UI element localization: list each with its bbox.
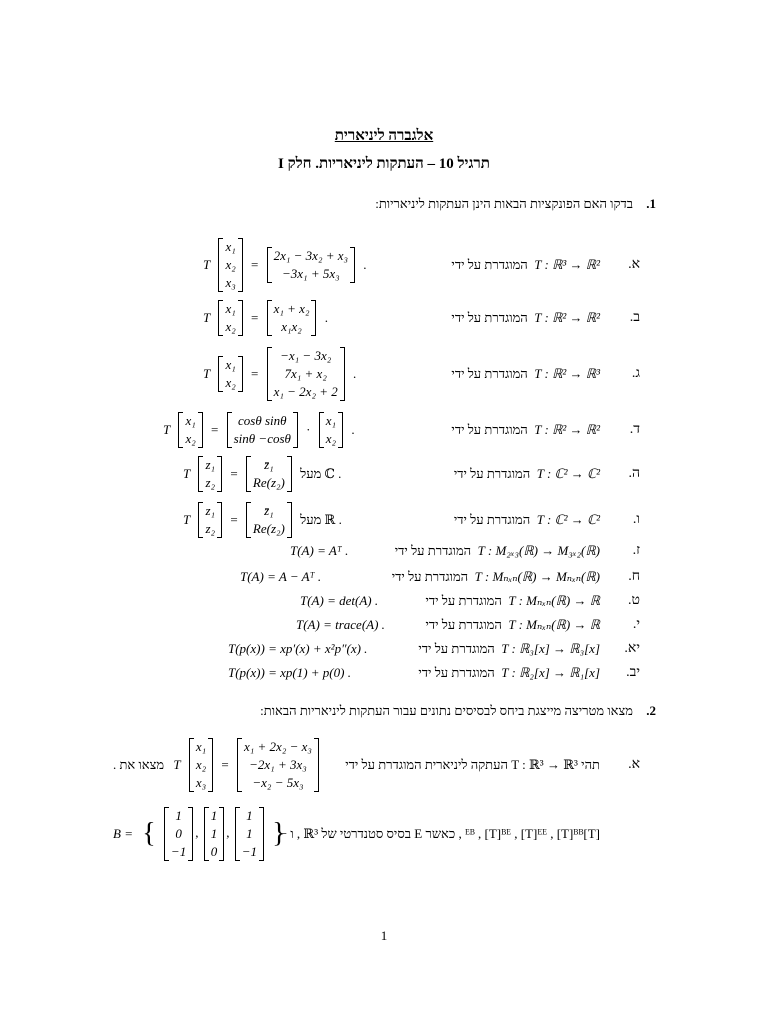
question-1-item-g bbox=[200, 540, 640, 562]
item-label: ה. bbox=[628, 466, 640, 481]
question-1-item-e bbox=[183, 454, 640, 494]
item-formula: T z₁ z₂ = z̄₁ Re(z₂) מעל ℝ . bbox=[183, 503, 342, 536]
item-label: א. bbox=[628, 257, 640, 272]
question-1-item-d bbox=[163, 410, 640, 450]
question-1-item-k bbox=[200, 638, 640, 660]
item-label: א. bbox=[628, 757, 640, 772]
question-2-item-a bbox=[110, 734, 640, 796]
item-formula: T(A) = A − Aᵀ . bbox=[240, 569, 322, 584]
page-number: 1 bbox=[380, 928, 388, 943]
document-subtitle: תרגיל 10 – העתקות ליניאריות. חלק I bbox=[278, 156, 490, 172]
item-label: ד. bbox=[629, 422, 640, 437]
question-1-intro: בדקו האם הפונקציות הבאות הינן העתקות ליניאריות: bbox=[375, 196, 633, 211]
item-formula: T x₁ x₂ = −x₁ − 3x₂ 7x₁ + x₂ x₁ − 2x₂ + 2 . bbox=[203, 348, 357, 399]
item-label: ג. bbox=[631, 366, 640, 381]
item-formula: T(A) = trace(A) . bbox=[296, 617, 385, 632]
item-label: יא. bbox=[624, 641, 640, 656]
basis-formula: B = { 1 0 −1 , 1 1 0 , 1 1 −1 } bbox=[113, 808, 286, 859]
item-formula: T(p(x)) = xp(1) + p(0) . bbox=[228, 665, 351, 680]
item-formula: T x₁ x₂ = cosθ sinθ sinθ −cosθ · x₁ x₂ . bbox=[163, 413, 355, 446]
item-text: T : Mₙₓₙ(ℝ) → ℝ המוגדרת על ידי bbox=[425, 617, 600, 632]
basis-line-text: [T]ᴱᴮ , [T]ᴮᴱ , [T]ᴱᴱ , [T]ᴮᴮ , כאשר E בסיס סטנדרטי של ℝ³ , ו − bbox=[279, 826, 600, 841]
question-1-item-a bbox=[200, 240, 640, 290]
item-text: T : Mₙₓₙ(ℝ) → Mₙₓₙ(ℝ) המוגדרת על ידי bbox=[391, 569, 600, 584]
item-label: י. bbox=[632, 617, 640, 632]
question-2-number: 2. bbox=[646, 703, 656, 718]
item-text: T : ℂ² → ℂ² המוגדרת על ידי bbox=[453, 512, 600, 527]
question-1-number: 1. bbox=[646, 196, 656, 211]
item-formula: T z₁ z₂ = z̄₁ Re(z₂) מעל ℂ . bbox=[183, 457, 342, 490]
item-label: יב. bbox=[626, 665, 640, 680]
item-text: T : ℝ² → ℝ² המוגדרת על ידי bbox=[451, 422, 600, 437]
question-1-item-f bbox=[183, 500, 640, 540]
item-text: T : ℝ² → ℝ² המוגדרת על ידי bbox=[451, 310, 600, 325]
question-2-basis-line bbox=[110, 804, 640, 864]
item-label: ח. bbox=[628, 569, 640, 584]
item-label: ט. bbox=[628, 593, 640, 608]
item-label: ו. bbox=[632, 512, 640, 527]
item-text: תהי T : ℝ³ → ℝ³ העתקה ליניארית המוגדרת על ידי bbox=[345, 757, 600, 772]
item-label: ב. bbox=[629, 310, 640, 325]
document-title: אלגברה ליניארית bbox=[334, 128, 434, 144]
item-text: T : ℝ₂[x] → ℝ₁[x] המוגדרת על ידי bbox=[418, 665, 600, 680]
item-label: ז. bbox=[632, 543, 640, 558]
item-text: T : ℂ² → ℂ² המוגדרת על ידי bbox=[453, 466, 600, 481]
item-formula: T(A) = det(A) . bbox=[300, 593, 379, 608]
question-1-heading bbox=[375, 196, 656, 212]
question-1-item-b bbox=[200, 298, 640, 338]
item-text: T : ℝ² → ℝ³ המוגדרת על ידי bbox=[451, 366, 600, 381]
item-formula: . מצאו את T x₁ x₂ x₃ = x₁ + 2x₂ − x₃ −2x₁ + 3x₃ −x₂ − 5x₃ bbox=[110, 738, 321, 792]
item-formula: T x₁ x₂ x₃ = 2x₁ − 3x₂ + x₃ −3x₁ + 5x₃ . bbox=[203, 239, 367, 290]
item-formula: T(A) = Aᵀ . bbox=[290, 543, 349, 558]
question-1-item-l bbox=[200, 662, 640, 684]
item-formula: T x₁ x₂ = x₁ + x₂ x₁x₂ . bbox=[203, 301, 328, 334]
item-text: T : ℝ³ → ℝ² המוגדרת על ידי bbox=[451, 257, 600, 272]
question-1-item-h bbox=[200, 566, 640, 588]
question-1-item-i bbox=[200, 590, 640, 612]
question-1-item-j bbox=[200, 614, 640, 636]
item-text: T : M₂ₓ₃(ℝ) → M₃ₓ₂(ℝ) המוגדרת על ידי bbox=[394, 543, 600, 558]
question-2-intro: מצאו מטריצה מייצגת ביחס לבסיסים נתונים עבור העתקות ליניאריות הבאות: bbox=[260, 703, 633, 718]
item-text: T : Mₙₓₙ(ℝ) → ℝ המוגדרת על ידי bbox=[425, 593, 600, 608]
item-formula: T(p(x)) = xp′(x) + x²p″(x) . bbox=[228, 641, 368, 656]
question-1-item-c bbox=[200, 344, 640, 404]
item-text: T : ℝ₃[x] → ℝ₃[x] המוגדרת על ידי bbox=[418, 641, 600, 656]
question-2-heading bbox=[260, 703, 656, 719]
